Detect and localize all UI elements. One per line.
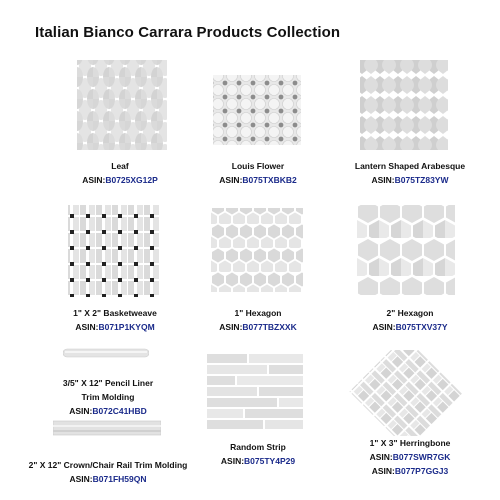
asin-value[interactable]: B075TY4P29 <box>244 456 296 466</box>
product-name: Leaf <box>111 161 129 171</box>
asin-value[interactable]: B0725XG12P <box>105 175 158 185</box>
asin-value[interactable]: B075TZ83YW <box>394 175 449 185</box>
crown-molding-image <box>53 420 161 436</box>
asin-value[interactable]: B071P1KYQM <box>98 322 155 332</box>
product-louis-flower[interactable] <box>183 55 333 195</box>
product-name: Random Strip <box>230 442 286 452</box>
product-2-hexagon[interactable] <box>335 200 485 340</box>
large-hexagon-tile-image <box>335 200 485 300</box>
asin-line: ASIN:B071FH59QN <box>69 474 147 484</box>
asin-value[interactable]: B075TXV37Y <box>395 322 448 332</box>
product-pencil-liner[interactable] <box>33 340 183 415</box>
small-hexagon-tile-image <box>183 200 333 300</box>
asin-line-2: ASIN:B077P7GGJ3 <box>371 466 449 476</box>
product-crown-chair-rail[interactable] <box>28 418 188 488</box>
product-name-line-2: Trim Molding <box>81 392 135 402</box>
basketweave-tile-image <box>40 200 190 300</box>
product-lantern-arabesque[interactable] <box>335 55 485 195</box>
asin-line: ASIN:B072C41HBD <box>69 406 147 416</box>
asin-value[interactable]: B072C41HBD <box>92 406 147 416</box>
asin-line: ASIN:B071P1KYQM <box>75 322 155 332</box>
product-random-strip[interactable] <box>183 350 333 470</box>
leaf-tile-image <box>45 55 195 155</box>
product-name: 1" X 3" Herringbone <box>369 438 451 448</box>
asin-line: ASIN:B075TZ83YW <box>371 175 449 185</box>
asin-value[interactable]: B077SWR7GK <box>392 452 451 462</box>
herringbone-tile-image <box>335 350 485 436</box>
product-name: 1" X 2" Basketweave <box>73 308 157 318</box>
product-name: Louis Flower <box>231 161 285 171</box>
pencil-liner-image <box>63 348 149 358</box>
product-basketweave[interactable] <box>40 200 190 340</box>
product-name: 2" X 12" Crown/Chair Rail Trim Molding <box>28 460 188 470</box>
asin-line: ASIN:B075TXV37Y <box>372 322 448 332</box>
louis-flower-tile-image <box>183 55 333 155</box>
asin-line: ASIN:B077SWR7GK <box>369 452 451 462</box>
page-title: Italian Bianco Carrara Products Collection <box>35 24 341 41</box>
asin-line: ASIN:B075TY4P29 <box>220 456 296 466</box>
product-herringbone[interactable] <box>335 350 485 490</box>
asin-value[interactable]: B077TBZXXK <box>242 322 297 332</box>
asin-value[interactable]: B071FH59QN <box>92 474 147 484</box>
product-leaf[interactable] <box>45 55 195 195</box>
product-name-line-1: 3/5" X 12" Pencil Liner <box>62 378 154 388</box>
product-name: Lantern Shaped Arabesque <box>354 161 466 171</box>
product-name: 1" Hexagon <box>234 308 282 318</box>
product-1-hexagon[interactable] <box>183 200 333 340</box>
asin-line: ASIN:B0725XG12P <box>82 175 158 185</box>
arabesque-tile-image <box>335 55 485 155</box>
product-name: 2" Hexagon <box>386 308 434 318</box>
asin-value[interactable]: B075TXBKB2 <box>242 175 297 185</box>
random-strip-tile-image <box>183 350 333 442</box>
asin-line: ASIN:B075TXBKB2 <box>219 175 297 185</box>
asin-line: ASIN:B077TBZXXK <box>219 322 297 332</box>
asin-value[interactable]: B077P7GGJ3 <box>394 466 449 476</box>
